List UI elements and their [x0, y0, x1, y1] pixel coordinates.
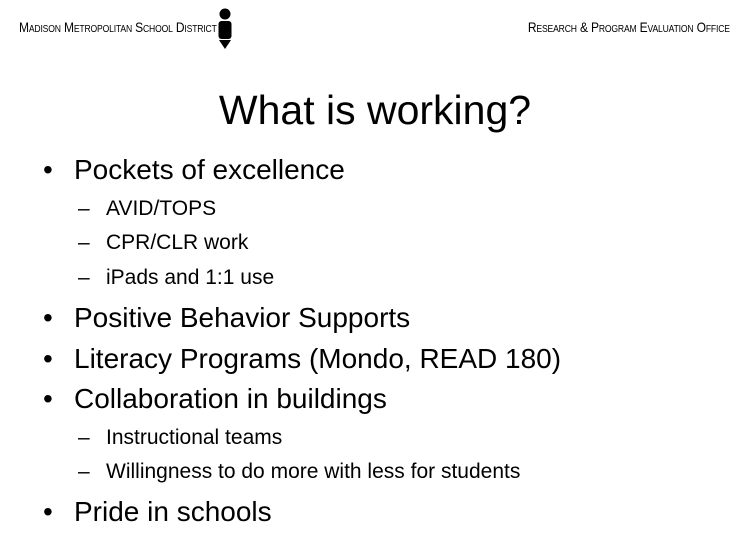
- sub-bullet-text: iPads and 1:1 use: [106, 266, 275, 289]
- sub-bullet-text: Instructional teams: [106, 426, 283, 449]
- district-name: Madison Metropolitan School District: [19, 19, 217, 35]
- sub-bullet-marker: –: [78, 460, 90, 483]
- bullet-marker: •: [43, 343, 53, 374]
- sub-bullet-marker: –: [78, 231, 90, 254]
- bullet-marker: •: [43, 383, 53, 414]
- sub-bullet-text: Willingness to do more with less for students: [106, 460, 521, 483]
- bullet-text: Pride in schools: [74, 496, 272, 527]
- slide-title: What is working?: [218, 87, 532, 133]
- sub-bullet-marker: –: [78, 266, 90, 289]
- sub-bullet-text: CPR/CLR work: [106, 231, 249, 254]
- bullet-text: Collaboration in buildings: [74, 383, 387, 414]
- sub-bullet-marker: –: [78, 426, 90, 449]
- sub-bullet-marker: –: [78, 197, 90, 220]
- bullet-marker: •: [43, 496, 53, 527]
- sub-bullet-text: AVID/TOPS: [106, 197, 217, 220]
- bullet-marker: •: [43, 302, 53, 333]
- bullet-text: Positive Behavior Supports: [74, 302, 411, 333]
- bullet-text: Pockets of excellence: [74, 154, 345, 185]
- office-name: Research & Program Evaluation Office: [528, 19, 730, 35]
- bullet-text: Literacy Programs (Mondo, READ 180): [74, 343, 562, 374]
- bullet-marker: •: [43, 154, 53, 185]
